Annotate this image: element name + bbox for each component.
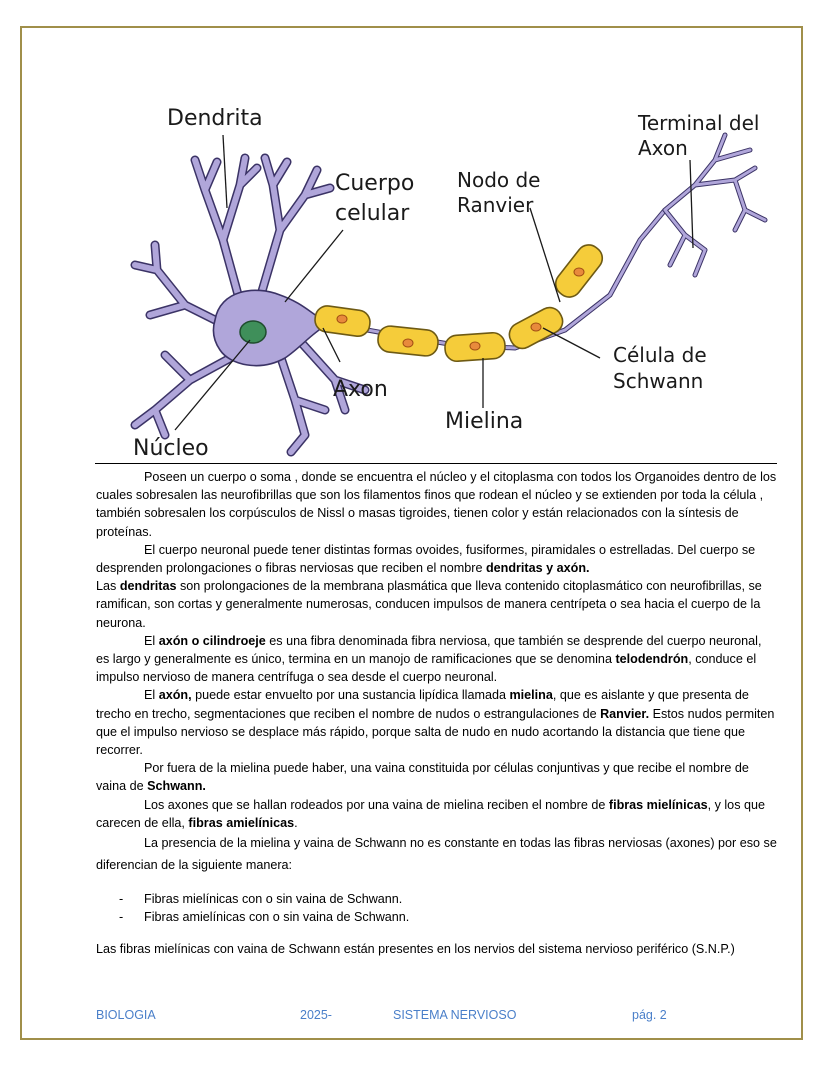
- text-span: Los axones que se hallan rodeados por una vaina de mielina reciben el nombre de: [144, 797, 609, 812]
- text-span: puede estar envuelto por una sustancia lipídica llamada: [191, 688, 510, 703]
- label-terminal-1: Terminal del: [638, 111, 760, 135]
- bold-term: telodendrón: [615, 652, 689, 667]
- paragraph-axon: [96, 632, 778, 687]
- list-item: [96, 890, 778, 908]
- paragraph-schwann: [96, 759, 778, 795]
- paragraph-snp: Las fibras mielínicas con vaina de Schwann están presentes en los nervios del sistema nervioso periférico (S.N.P.): [96, 942, 735, 957]
- footer-subject: BIOLOGIA: [96, 1008, 156, 1022]
- label-nodo-1: Nodo de: [457, 168, 541, 192]
- text-span: El: [144, 633, 159, 648]
- text-span: El cuerpo neuronal puede tener distintas formas ovoides, fusiformes, piramidales o estrelladas. Del cuerpo se desprenden prolongaciones o fibras nerviosas que reciben el nombre: [96, 542, 756, 576]
- fiber-list: [96, 890, 778, 926]
- neuron-diagram: [95, 90, 775, 460]
- text-span: son prolongaciones de la membrana plasmática que lleva contenido citoplasmático con neurofibrillas, se ramifican, son cortas y generalmente numerosas, conducen impulsos de manera centrípeta o sea hacia el cuerpo de la neurona.: [96, 579, 762, 630]
- footer-topic: SISTEMA NERVIOSO: [393, 1008, 517, 1022]
- label-cuerpo-1: Cuerpo: [335, 171, 415, 196]
- label-mielina: Mielina: [445, 409, 524, 434]
- list-marker: -: [119, 910, 124, 925]
- text-span: , conduce el impulso nervioso de manera centrífuga o sea desde el cuerpo neuronal.: [96, 652, 757, 685]
- text-span: Estos nudos permiten que el impulso nervioso se desplace más rápido, porque salta de nudo en nudo acortando la distancia que tiene que recorrer.: [96, 706, 775, 758]
- paragraph-mielina: [96, 686, 778, 759]
- text-span: Las: [96, 579, 120, 594]
- list-item-text: Fibras amielínicas con o sin vaina de Schwann.: [144, 910, 410, 925]
- neuron-body: [135, 158, 365, 452]
- label-nodo-2: Ranvier: [457, 193, 534, 217]
- list-marker: -: [119, 892, 124, 907]
- body-text: [96, 468, 778, 959]
- label-terminal-2: Axon: [638, 136, 688, 160]
- paragraph-soma: Poseen un cuerpo o soma , donde se encuentra el núcleo y el citoplasma con todos los Organoides dentro de los cuales sobresalen las neurofibrillas que son los filamentos finos que rodean el núcleo y se extienden por toda la célula , también sobresalen los corpúsculos de Nissl o masas tigroides, tienen color y están relacionados con la síntesis de proteínas.: [96, 470, 777, 539]
- label-schwann-1: Célula de: [613, 343, 707, 367]
- bold-term: Ranvier.: [600, 706, 650, 721]
- axon-line: [323, 210, 665, 348]
- bold-term: mielina: [509, 688, 553, 703]
- label-axon: Axon: [333, 377, 388, 402]
- footer-page: pág. 2: [632, 1008, 667, 1022]
- text-span: es una fibra denominada fibra nerviosa, que también se desprende del cuerpo neuronal, es largo y generalmente es único, termina en un manojo de ramificaciones que se denomina: [96, 633, 762, 667]
- myelin-sheath: [313, 240, 607, 362]
- bold-term: Schwann.: [147, 779, 206, 794]
- bold-term: dendritas: [119, 579, 177, 594]
- text-span: .: [294, 815, 298, 830]
- bold-term: fibras amielínicas: [188, 815, 295, 830]
- paragraph-presencia: La presencia de la mielina y vaina de Schwann no es constante en todas las fibras nerviosas (axones) por eso se diferencian de la siguiente manera:: [96, 836, 777, 873]
- paragraph-fibras: [96, 796, 778, 832]
- label-schwann-2: Schwann: [613, 369, 704, 393]
- label-cuerpo-2: celular: [335, 201, 410, 226]
- list-item-text: Fibras mielínicas con o sin vaina de Schwann.: [144, 892, 403, 907]
- label-nucleo: Núcleo: [133, 436, 209, 460]
- text-span: El: [144, 688, 159, 703]
- label-dendrita: Dendrita: [167, 106, 263, 131]
- divider-rule: [95, 463, 777, 464]
- bold-term: axón,: [158, 688, 192, 703]
- text-span: Por fuera de la mielina puede haber, una vaina constituida por células conjuntivas y que recibe el nombre de vaina de: [96, 761, 749, 794]
- list-item: [96, 908, 778, 926]
- paragraph-dendritas: [96, 577, 778, 632]
- bold-term: dendritas y axón.: [485, 561, 590, 576]
- text-span: , y los que carecen de ella,: [96, 797, 765, 830]
- footer-year: 2025-: [300, 1008, 332, 1022]
- bold-term: axón o cilindroeje: [158, 633, 266, 648]
- paragraph-forma: [96, 541, 778, 577]
- text-span: , que es aislante y que presenta de trecho en trecho, segmentaciones que reciben el nombre de nudos o estrangulaciones de: [96, 688, 749, 721]
- bold-term: fibras mielínicas: [608, 797, 708, 812]
- nucleus: [240, 321, 266, 343]
